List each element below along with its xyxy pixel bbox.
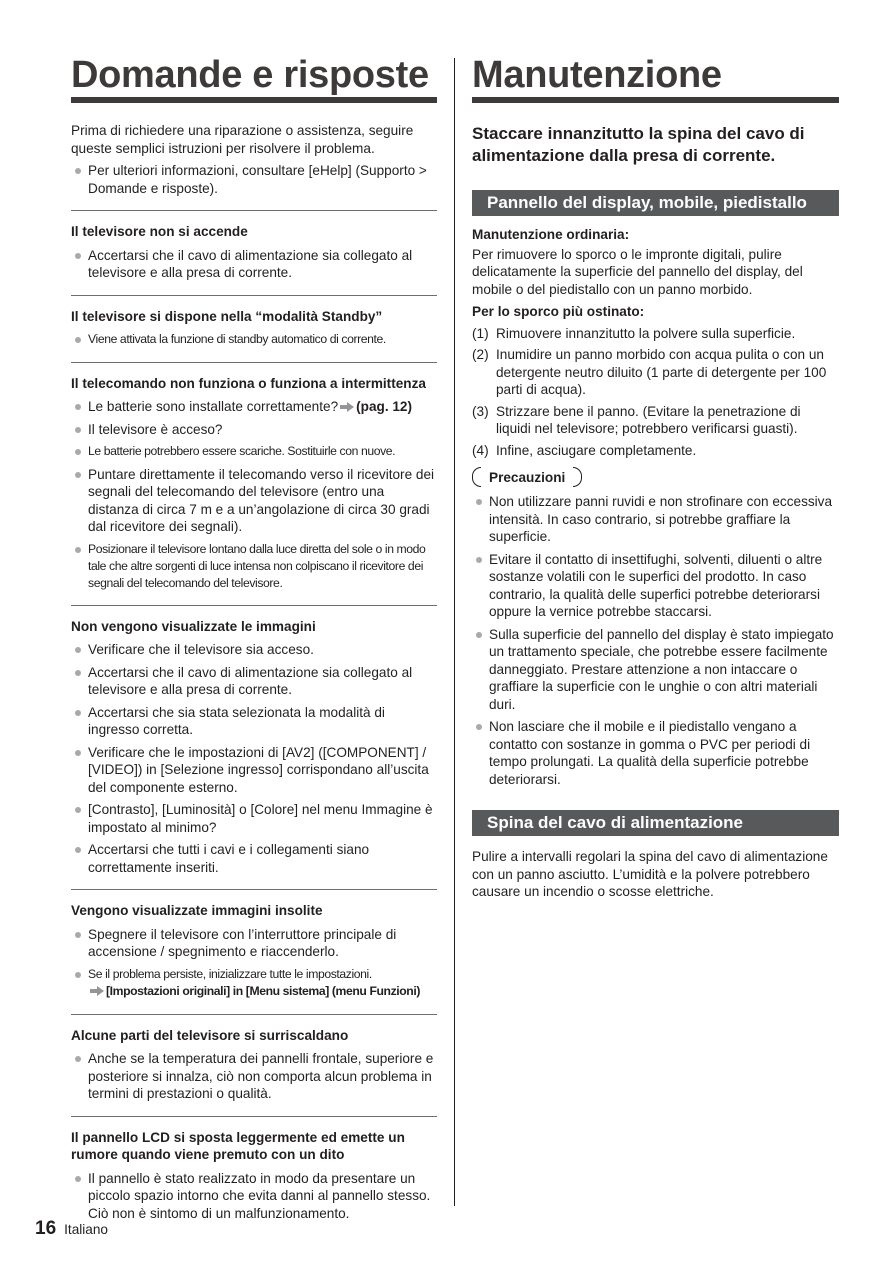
page-number: 16 [35, 1218, 57, 1239]
routine-text: Per rimuovere lo sporco o le impronte digitali, pulire delicatamente la superficie del pannello del display, del mobile o del piedistallo con un panno morbido. [472, 246, 803, 297]
q-answer: Accertarsi che sia stata selezionata la modalità di ingresso corretta. [71, 704, 437, 739]
arrow-right-icon [340, 402, 354, 412]
separator [71, 889, 437, 890]
q-answer: Spegnere il televisore con l’interruttore principale di accensione / spegnimento e riaccenderlo. [71, 926, 437, 961]
caution-item: Sulla superficie del pannello del display è stato impiegato un trattamento speciale, che potrebbe essere facilmente danneggiato. Prestare attenzione a non intaccare o graffiare la superficie con le unghie o con altri materiali duri. [472, 626, 839, 714]
step-item [472, 442, 839, 460]
caution-label [472, 467, 582, 487]
q-heading: Alcune parti del televisore si surriscaldano [71, 1027, 349, 1043]
caution-item: Non utilizzare panni ruvidi e non strofinare con eccessiva intensità. In caso contrario, si potrebbe graffiare la superficie. [472, 493, 839, 546]
q-answer: Accertarsi che il cavo di alimentazione sia collegato al televisore e alla presa di corrente. [71, 664, 437, 699]
bracket-left-icon [472, 467, 481, 487]
bracket-right-icon [573, 467, 582, 487]
q-heading: Il televisore non si accende [71, 224, 248, 239]
separator [71, 1116, 437, 1117]
step-number: (4) [472, 442, 489, 458]
step-item [472, 346, 839, 399]
faq-intro-bullet: Per ulteriori informazioni, consultare [eHelp] (Supporto > Domande e risposte). [71, 162, 437, 197]
faq-content [71, 122, 437, 1227]
q-answer: Anche se la temperatura dei pannelli frontale, superiore e posteriore si innalza, ciò non comporta alcun problema in termini di prestazioni o qualità. [71, 1050, 437, 1103]
section-band-display: Pannello del display, mobile, piedistallo [472, 190, 839, 216]
caution-item: Evitare il contatto di insettifughi, solventi, diluenti o altre sostanze volatili con le superfici del prodotto. In caso contrario, la qualità delle superfici potrebbe deteriorarsi oppure la vernice potrebbe staccarsi. [472, 551, 839, 621]
q-answer: Accertarsi che tutti i cavi e i collegamenti siano correttamente inseriti. [71, 841, 437, 876]
arrow-right-icon [90, 986, 104, 996]
step-text: Infine, asciugare completamente. [496, 442, 697, 458]
step-text: Inumidire un panno morbido con acqua pulita o con un detergente neutro diluito (1 parte di detergente per 100 parti di acqua). [496, 347, 827, 397]
maintenance-title: Manutenzione [472, 54, 722, 96]
maintenance-title-bar [472, 97, 839, 103]
q-answer: Verificare che le impostazioni di [AV2] ([COMPONENT] / [VIDEO]) in [Selezione ingresso] corrispondano all’uscita del componente esterno. [71, 744, 437, 797]
page-footer [35, 1218, 108, 1240]
step-number: (1) [472, 325, 489, 341]
step-number: (3) [472, 403, 489, 419]
maintenance-content [472, 123, 839, 901]
menu-reference: [Impostazioni originali] in [Menu sistema] (menu Funzioni) [106, 984, 420, 998]
step-text: Strizzare bene il panno. (Evitare la penetrazione di liquidi nel televisore; potrebbero verificarsi guasti). [496, 403, 801, 436]
plug-text: Pulire a intervalli regolari la spina del cavo di alimentazione con un panno asciutto. L’umidità e la polvere potrebbero causare un incendio o scosse elettriche. [472, 849, 828, 899]
faq-intro: Prima di richiedere una riparazione o assistenza, seguire queste semplici istruzioni per risolvere il problema. [71, 123, 414, 156]
separator [71, 605, 437, 606]
q-answer: Puntare direttamente il telecomando verso il ricevitore dei segnali del telecomando del televisore (entro una distanza di circa 7 m e a un’angolazione di circa 30 gradi dal ricevitore dei segnali). [71, 466, 437, 536]
faq-title: Domande e risposte [71, 54, 429, 96]
step-item [472, 325, 839, 343]
step-item [472, 403, 839, 438]
q-answer: Le batterie potrebbero essere scariche. Sostituirle con nuove. [71, 443, 437, 461]
column-divider [454, 58, 455, 1206]
q-answer: [Contrasto], [Luminosità] o [Colore] nel menu Immagine è impostato al minimo? [71, 801, 437, 836]
step-number: (2) [472, 347, 489, 362]
separator [71, 1014, 437, 1015]
stubborn-label: Per lo sporco più ostinato: [472, 304, 645, 319]
routine-label: Manutenzione ordinaria: [472, 227, 630, 242]
reset-text: Se il problema persiste, inizializzare tutte le impostazioni. [88, 966, 372, 981]
q-answer: Posizionare il televisore lontano dalla luce diretta del sole o in modo tale che altre sorgenti di luce intensa non colpiscano il ricevitore dei segnali del telecomando del televisore. [71, 541, 437, 592]
caution-text: Precauzioni [489, 469, 566, 485]
q-answer: Il pannello è stato realizzato in modo da presentare un piccolo spazio intorno che evita danni al pannello stesso. Ciò non è sintomo di un malfunzionamento. [71, 1170, 437, 1223]
q-heading: Il televisore si dispone nella “modalità Standby” [71, 308, 383, 324]
q-answer: Viene attivata la funzione di standby automatico di corrente. [71, 331, 437, 349]
section-band-plug: Spina del cavo di alimentazione [472, 810, 839, 836]
page-language: Italiano [64, 1222, 108, 1237]
q-answer [71, 966, 437, 1001]
q-heading: Il pannello LCD si sposta leggermente ed emette un rumore quando viene premuto con un dito [71, 1129, 405, 1162]
separator [71, 362, 437, 363]
q-heading: Non vengono visualizzate le immagini [71, 618, 316, 634]
q-answer [71, 398, 437, 416]
unplug-warning: Staccare innanzitutto la spina del cavo di alimentazione dalla presa di corrente. [472, 124, 805, 165]
battery-question: Le batterie sono installate correttamente? [88, 399, 339, 414]
q-answer: Accertarsi che il cavo di alimentazione sia collegato al televisore e alla presa di corrente. [71, 247, 437, 282]
page-reference: (pag. 12) [356, 399, 413, 414]
faq-title-bar [71, 97, 437, 103]
separator [71, 295, 437, 296]
q-answer: Il televisore è acceso? [71, 421, 437, 439]
step-text: Rimuovere innanzitutto la polvere sulla superficie. [496, 325, 796, 341]
caution-item: Non lasciare che il mobile e il piedistallo vengano a contatto con sostanze in gomma o PVC per periodi di tempo prolungati. La qualità della superficie potrebbe deteriorarsi. [472, 718, 839, 788]
q-heading: Vengono visualizzate immagini insolite [71, 903, 323, 918]
q-answer: Verificare che il televisore sia acceso. [71, 641, 437, 659]
separator [71, 210, 437, 211]
q-heading: Il telecomando non funziona o funziona a intermittenza [71, 375, 426, 391]
